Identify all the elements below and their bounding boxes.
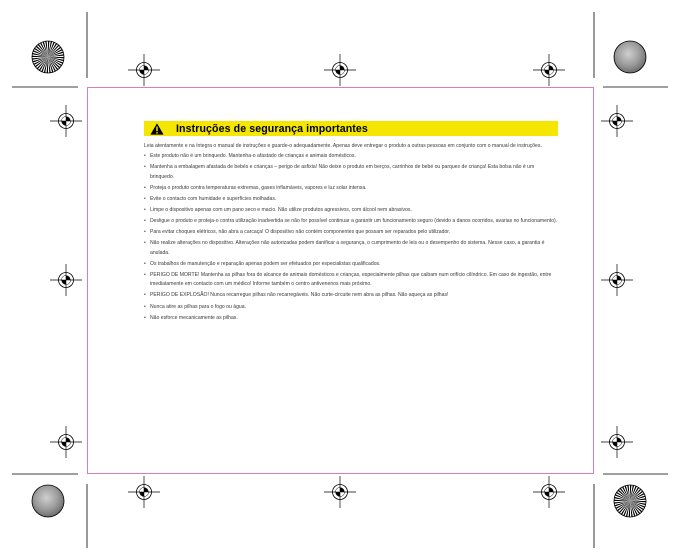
- bullet-icon: •: [144, 240, 146, 247]
- list-item-text: PERIGO DE MORTE! Mantenha as pilhas fora do alcance de animais domésticos e crianças, especialmente pilhas que caibam num orifício cilíndrico. Em caso de ingestão, entre imediatamente em contacto com um médico! Informe também o centro antivenenos mais próximo.: [150, 271, 552, 288]
- list-item: [144, 260, 558, 270]
- document-title: Instruções de segurança importantes: [176, 122, 368, 135]
- registration-target-icon: [533, 476, 565, 508]
- list-item: [144, 228, 558, 238]
- registration-target-icon: [533, 54, 565, 86]
- safety-document: [144, 121, 558, 325]
- bullet-icon: •: [144, 164, 146, 171]
- list-item-text: Mantenha a embalagem afastada de bebés e crianças – perigo de asfixia! Não deixe o produto em berços, carrinhos de bebé ou parques de criança! Esta bolsa não é um brinquedo.: [150, 164, 535, 180]
- bullet-icon: •: [144, 271, 146, 278]
- registration-target-icon: [50, 264, 82, 296]
- list-item-text: PERIGO DE EXPLOSÃO! Nunca recarregue pilhas não recarregáveis. Não curte-circuite nem abra as pilhas. Não aqueça as pilhas!: [150, 292, 449, 299]
- registration-target-icon: [50, 105, 82, 137]
- bullet-icon: •: [144, 314, 146, 321]
- registration-target-icon: [324, 54, 356, 86]
- star-target-icon: [614, 485, 646, 517]
- bullet-icon: •: [144, 153, 146, 159]
- list-item-text: Não esforce mecanicamente as pilhas.: [150, 314, 238, 321]
- list-item: [144, 184, 558, 194]
- list-item-text: Limpe o dispositivo apenas com um pano seco e macio. Não utilize produtos agressivos, com álcool nem abrasivos.: [150, 206, 412, 213]
- registration-target-icon: [324, 476, 356, 508]
- list-item: [144, 291, 558, 301]
- list-item-text: Nunca atire as pilhas para o fogo ou água.: [150, 303, 246, 310]
- registration-target-icon: [128, 54, 160, 86]
- list-item-text: Este produto não é um brinquedo. Mantenha-o afastado de crianças e animais domésticos.: [150, 153, 356, 159]
- warning-triangle-icon: [150, 123, 164, 135]
- registration-target-icon: [128, 476, 160, 508]
- list-item: [144, 239, 558, 258]
- list-item: [144, 217, 558, 227]
- registration-target-icon: [601, 426, 633, 458]
- list-item-text: Para evitar choques elétricos, não abra a carcaça! O dispositivo não contém componentes que possam ser reparados pelo utilizador.: [150, 229, 451, 236]
- list-item: [144, 163, 558, 182]
- registration-target-icon: [50, 426, 82, 458]
- list-item-text: Os trabalhos de manutenção e reparação apenas podem ser efetuados por especialistas qualificados.: [150, 260, 381, 267]
- gray-target-icon: [32, 485, 64, 517]
- list-item: [144, 303, 558, 313]
- gray-target-icon: [614, 41, 646, 73]
- list-item: [144, 206, 558, 216]
- list-item: [144, 314, 558, 324]
- bullet-icon: •: [144, 217, 146, 224]
- list-item-text: Evite o contacto com humidade e superfícies molhadas.: [150, 195, 277, 202]
- bullet-icon: •: [144, 292, 146, 299]
- list-item-text: Proteja o produto contra temperaturas extremas, gases inflamáveis, vapores e luz solar intensa.: [150, 184, 367, 191]
- list-item: [144, 195, 558, 205]
- bullet-icon: •: [144, 303, 146, 310]
- registration-target-icon: [601, 264, 633, 296]
- list-item-text: Não realize alterações no dispositivo. Alterações não autorizadas podem danificar a segurança, o cumprimento de leis ou o desempenho do sistema. Nesse caso, a garantia é anulada.: [150, 240, 545, 256]
- bullet-icon: •: [144, 206, 146, 213]
- registration-target-icon: [601, 105, 633, 137]
- bullet-icon: •: [144, 195, 146, 202]
- bullet-icon: •: [144, 184, 146, 191]
- safety-list: [144, 152, 558, 323]
- list-item: [144, 152, 558, 162]
- intro-paragraph: Leia atentamente e na íntegra o manual de instruções e guarde-o adequadamente. Apenas deve entregar o produto a outras pessoas em conjunto com o manual de instruções.: [144, 143, 542, 149]
- star-target-icon: [32, 41, 64, 73]
- list-item-text: Desligue o produto e proteja-o contra utilização inadvertida se não for possível continuar a garantir um funcionamento seguro (devido a danos ocorridos, avarias no funcionamento).: [150, 217, 558, 224]
- title-bar: [144, 121, 558, 136]
- list-item: [144, 271, 558, 290]
- bullet-icon: •: [144, 260, 146, 267]
- bullet-icon: •: [144, 229, 146, 236]
